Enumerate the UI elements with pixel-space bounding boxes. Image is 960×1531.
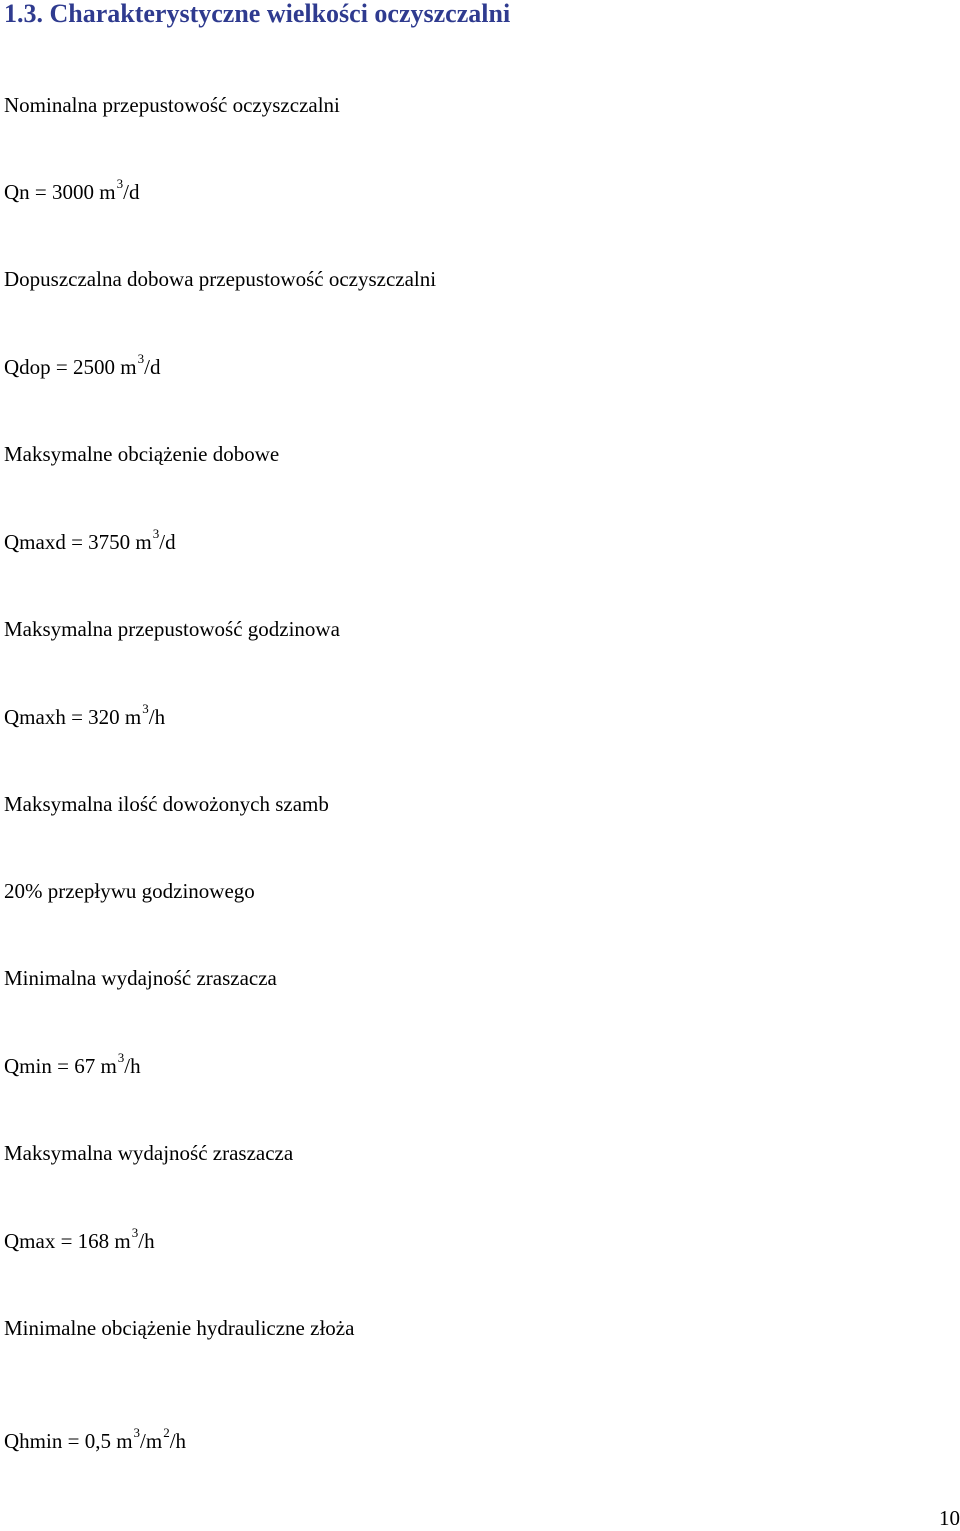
label-max-septage: Maksymalna ilość dowożonych szamb <box>4 792 329 816</box>
label-max-daily-load: Maksymalne obciążenie dobowe <box>4 442 280 466</box>
label-nominal-capacity: Nominalna przepustowość oczyszczalni <box>4 93 340 117</box>
value-min-hydraulic-load: Qhmin = 0,5 $m^3/m^2/h$ <box>4 1425 187 1453</box>
label-min-hydraulic-load: Minimalne obciążenie hydrauliczne złoża <box>4 1316 355 1340</box>
value-max-hourly-capacity: Qmaxh = 320 $m^3/h$ <box>4 701 166 729</box>
value-nominal-capacity: Qn = 3000 $m^3/d$ <box>4 176 140 204</box>
value-allowed-daily-capacity: Qdop = 2500 $m^3/d$ <box>4 351 161 379</box>
section-heading <box>4 0 510 30</box>
value-max-sprinkler-output: Qmax = 168 $m^3/h$ <box>4 1225 155 1253</box>
label-min-sprinkler-output: Minimalna wydajność zraszacza <box>4 966 277 990</box>
value-min-sprinkler-output: Qmin = 67 $m^3/h$ <box>4 1050 141 1078</box>
value-max-septage: 20% przepływu godzinowego <box>4 879 255 903</box>
label-max-hourly-capacity: Maksymalna przepustowość godzinowa <box>4 617 340 641</box>
page-number: 10 <box>939 1506 960 1530</box>
section-number: 1.3. <box>4 0 43 28</box>
label-max-sprinkler-output: Maksymalna wydajność zraszacza <box>4 1141 294 1165</box>
value-max-daily-load: Qmaxd = 3750 $m^3/d$ <box>4 526 176 554</box>
section-title: Charakterystyczne wielkości oczyszczalni <box>49 0 511 28</box>
label-allowed-daily-capacity: Dopuszczalna dobowa przepustowość oczyszczalni <box>4 267 437 291</box>
